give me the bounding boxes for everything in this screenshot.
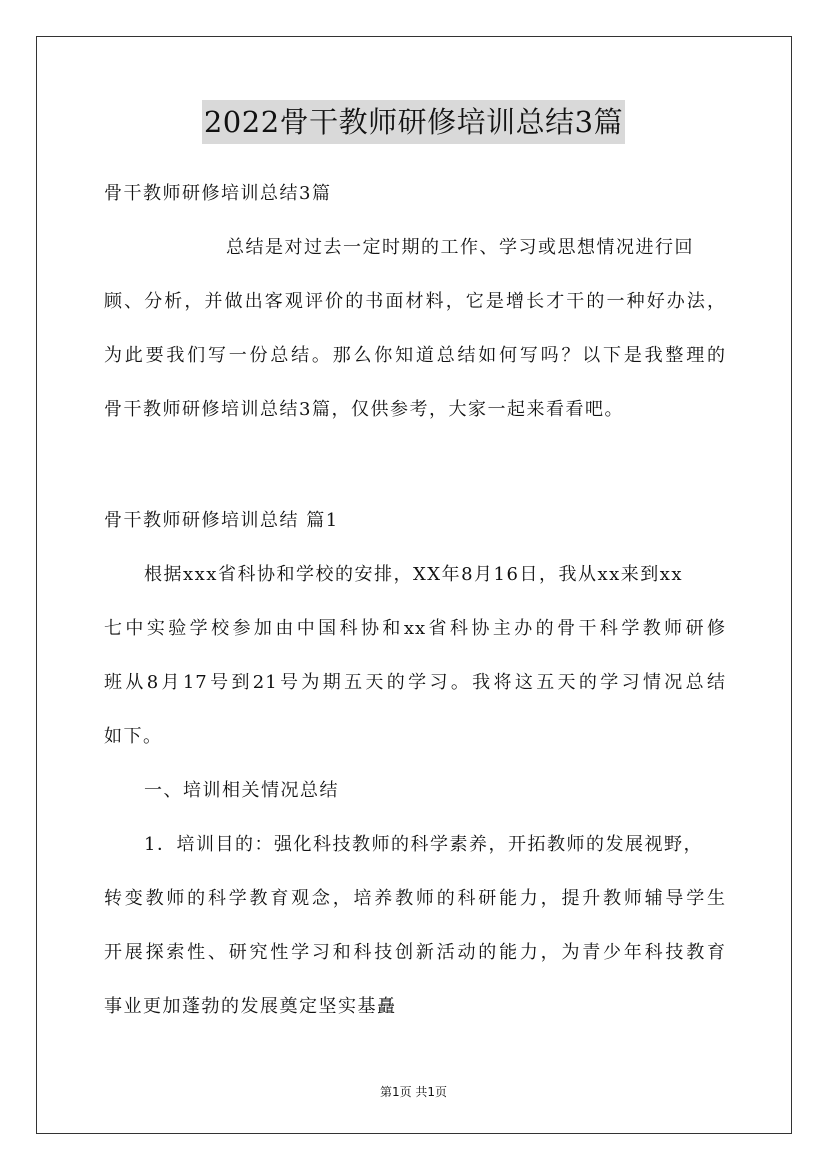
intro-line: 顾、分析，并做出客观评价的书面材料，它是增长才干的一种好办法， <box>104 291 726 312</box>
document-title: 2022骨干教师研修培训总结3篇 <box>202 100 625 144</box>
paragraph-line: 七中实验学校参加由中国科协和xx省科协主办的骨干科学教师研修 <box>104 618 726 639</box>
subtitle: 骨干教师研修培训总结3篇 <box>104 183 332 204</box>
paragraph-line: 班从8月17号到21号为期五天的学习。我将这五天的学习情况总结 <box>104 672 726 693</box>
section-heading: 骨干教师研修培训总结 篇1 <box>104 510 339 531</box>
paragraph-line: 转变教师的科学教育观念，培养教师的科研能力，提升教师辅导学生 <box>104 888 726 909</box>
title-container <box>0 100 827 144</box>
intro-line: 总结是对过去一定时期的工作、学习或思想情况进行回 <box>226 237 694 258</box>
page-number-footer: 第1页 共1页 <box>379 1085 448 1099</box>
document-body <box>104 172 726 1039</box>
sub-heading: 一、培训相关情况总结 <box>144 780 339 801</box>
paragraph-line: 1．培训目的：强化科技教师的科学素养，开拓教师的发展视野， <box>144 834 703 855</box>
paragraph-line: 如下。 <box>104 726 163 747</box>
paragraph-line: 开展探索性、研究性学习和科技创新活动的能力，为青少年科技教育 <box>104 942 726 963</box>
paragraph-line: 根据xxx省科协和学校的安排，XX年8月16日，我从xx来到xx <box>144 564 684 585</box>
spacer <box>104 442 726 499</box>
paragraph-line: 事业更加蓬勃的发展奠定坚实基矗 <box>104 996 397 1017</box>
intro-line: 为此要我们写一份总结。那么你知道总结如何写吗？以下是我整理的 <box>104 345 726 366</box>
intro-line: 骨干教师研修培训总结3篇，仅供参考，大家一起来看看吧。 <box>104 399 624 420</box>
